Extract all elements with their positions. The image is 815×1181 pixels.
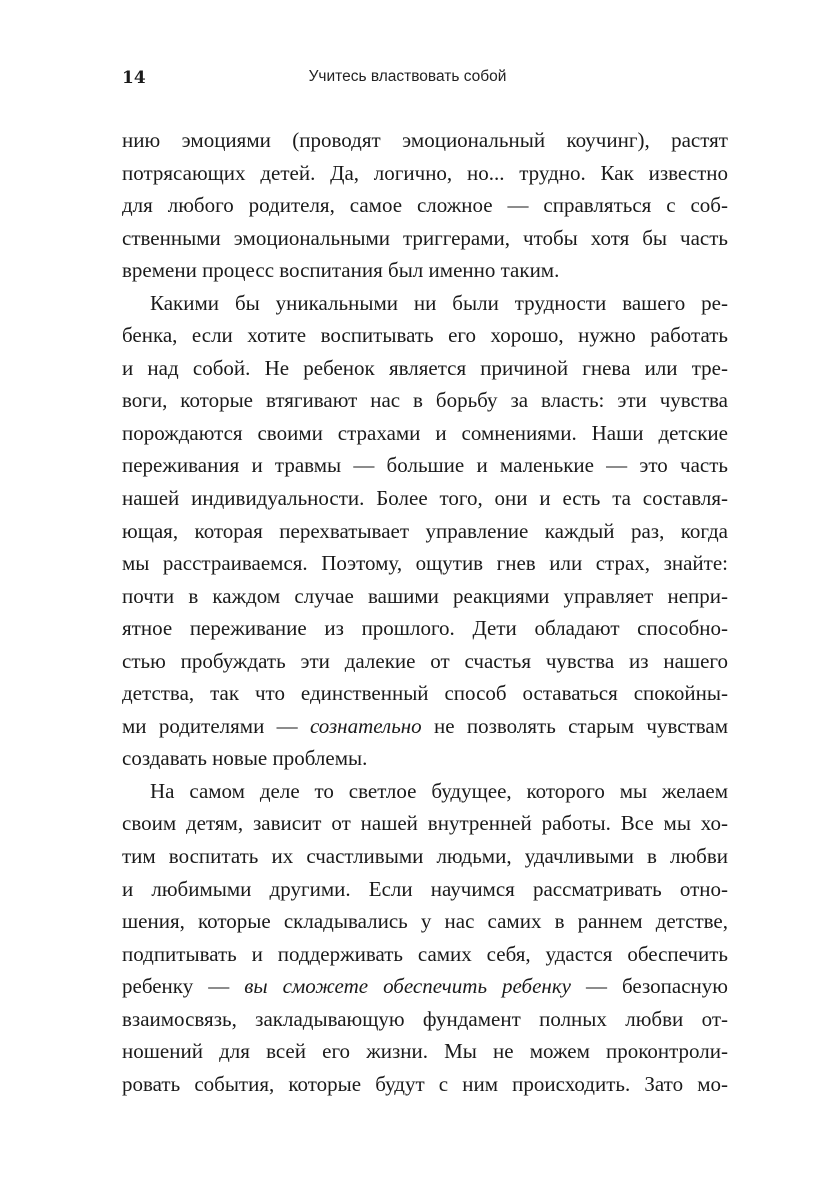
text-line [122,124,728,157]
text-line [122,417,728,450]
text-segment: почти в каждом случае вашими реакциями управляет непри- [122,583,728,608]
text-line [122,157,728,190]
text-line [122,873,728,906]
text-line [122,352,728,385]
page-number: 14 [122,68,146,88]
text-segment: На самом деле то светлое будущее, которого мы желаем [150,778,728,803]
text-line [122,515,728,548]
text-segment: шения, которые складывались у нас самих в раннем детстве, [122,909,728,934]
text-segment: бенка, если хотите воспитывать его хорошо, нужно работать [122,323,728,348]
text-line [122,547,728,580]
text-segment: нию эмоциями (проводят эмоциональный коучинг), растят [122,128,728,152]
text-segment: детства, так что единственный способ оставаться спокойны- [122,681,728,706]
text-segment: Какими бы уникальными ни были трудности вашего ре- [150,290,728,315]
text-line [122,807,728,840]
text-segment: переживания и травмы — большие и маленькие — это часть [122,453,728,478]
text-line [122,710,728,743]
text-segment: потрясающих детей. Да, логично, но... трудно. Как известно [122,160,728,185]
text-line [122,1035,728,1068]
text-segment: ношений для всей его жизни. Мы не можем проконтроли- [122,1039,728,1064]
text-line [122,580,728,613]
text-line [122,449,728,482]
text-segment: порождаются своими страхами и сомнениями. Наши детские [122,420,728,445]
text-segment: ственными эмоциональными триггерами, чтобы хотя бы часть [122,225,728,250]
text-line [122,189,728,222]
text-segment: ровать события, которые будут с ним происходить. Зато мо- [122,1071,728,1096]
text-segment: стью пробуждать эти далекие от счастья чувства из нашего [122,648,728,673]
text-line [122,905,728,938]
text-segment: не позволять старым чувствам [421,713,728,738]
text-line [122,319,728,352]
text-segment: мы расстраиваемся. Поэтому, ощутив гнев или страх, знайте: [122,551,728,576]
text-segment: ми родителями — [122,713,310,738]
text-segment: взаимосвязь, закладывающую фундамент полных любви от- [122,1006,728,1031]
text-segment: нашей индивидуальности. Более того, они и есть та составля- [122,486,728,511]
text-line [122,384,728,417]
text-line [122,775,728,808]
text-line [122,254,728,287]
text-segment: — безопасную [571,974,728,999]
text-line [122,1003,728,1036]
text-segment: ющая, которая перехватывает управление каждый раз, когда [122,518,728,543]
running-title: Учитесь властвовать собой [308,68,507,85]
text-segment: своим детям, зависит от нашей внутренней работы. Все мы хо- [122,811,728,836]
italic-emphasis: сознательно [309,713,422,738]
body-text [122,124,728,1100]
italic-emphasis: вы сможете обеспечить ребенку [244,974,571,999]
text-line [122,645,728,678]
text-segment: для любого родителя, самое сложное — справляться с соб- [122,193,728,218]
text-segment: создавать новые проблемы. [122,746,368,771]
text-line [122,612,728,645]
text-line [122,840,728,873]
text-segment: и над собой. Не ребенок является причиной гнева или тре- [122,355,728,380]
text-segment: и любимыми другими. Если научимся рассматривать отно- [122,876,728,901]
text-line [122,742,728,775]
text-line [122,1068,728,1101]
text-segment: ятное переживание из прошлого. Дети обладают способно- [122,616,728,641]
text-segment: времени процесс воспитания был именно таким. [122,258,560,283]
text-line [122,970,728,1003]
text-segment: подпитывать и поддерживать самих себя, удастся обеспечить [122,941,728,966]
text-segment: тим воспитать их счастливыми людьми, удачливыми в любви [122,844,728,869]
text-line [122,677,728,710]
text-segment: ребенку — [122,974,245,999]
text-line [122,222,728,255]
text-line [122,938,728,971]
text-line [122,287,728,320]
text-segment: воги, которые втягивают нас в борьбу за власть: эти чувства [122,388,728,413]
text-line [122,482,728,515]
